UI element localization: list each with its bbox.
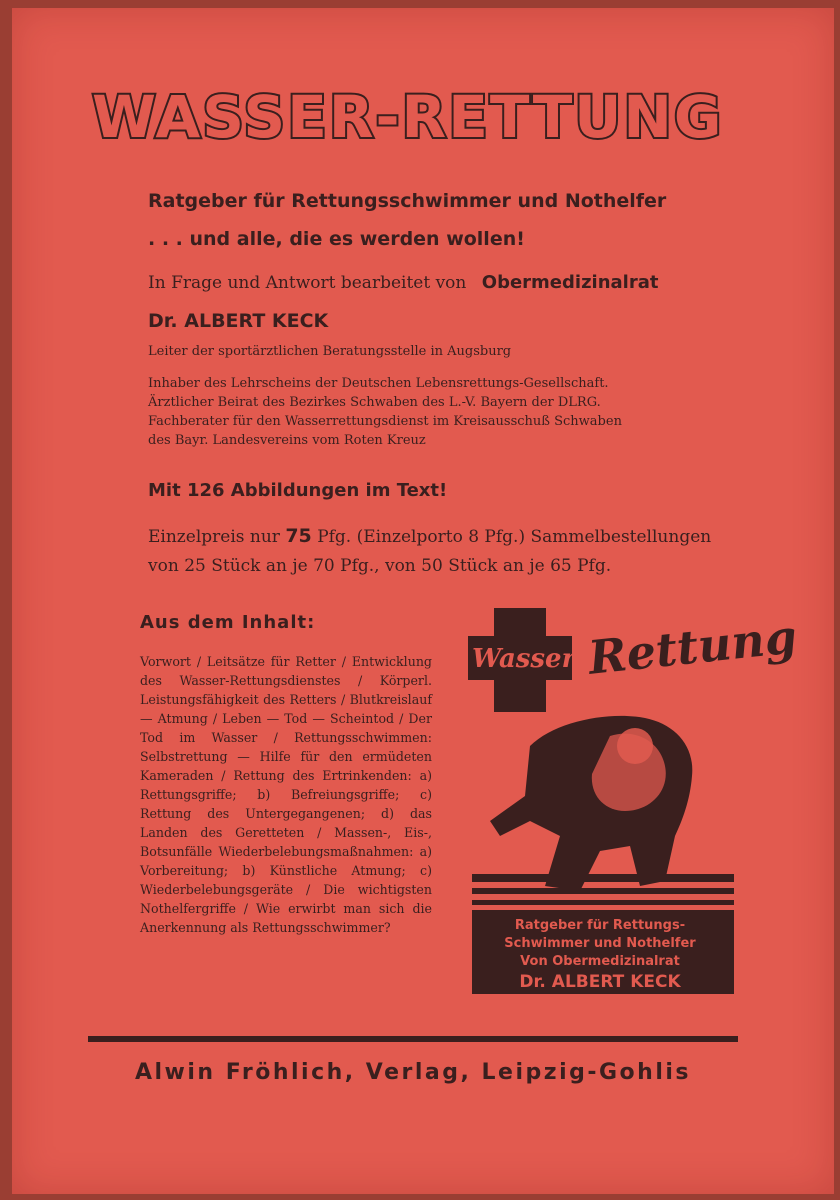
- water-waves: [472, 874, 734, 905]
- rescuer-figure: [490, 716, 692, 891]
- price-suffix: Pfg. (Einzelporto 8 Pfg.) Sammelbestellungen: [317, 527, 712, 547]
- cover-line-3: Von Obermedizinalrat: [520, 954, 680, 969]
- contents-text: Vorwort / Leitsätze für Retter / Entwicklung des Wasser-Rettungsdienstes / Körperl. Leistungsfähigkeit des Retters / Blutkreislauf — Atmung / Leben — Tod — Scheintod / Der Tod im Wasser / Rettungsschwimmen: Selbstrettung — Hilfe für den ermüdeten Kameraden / Rettung des Ertrinkenden: a) Rettungsgriffe; b) Befreiungsgriffe; c) Rettung des Untergegangenen; d) das Landen des Geretteten / Massen-, Eis-, Botsunfälle Wiederbelebungsmaßnahmen: a) Vorbereitung; b) Künstliche Atmung; c) Wiederbelebungsgeräte / Die wichtigsten Nothelfergriffe / Wie erwirbt man sich die Anerkennung als Rettungsschwimmer?: [140, 654, 432, 935]
- rescuer-head: [617, 728, 653, 764]
- price-line-1: [148, 525, 711, 547]
- contents-heading: Aus dem Inhalt:: [140, 612, 316, 633]
- author-line-5: des Bayr. Landesvereins vom Roten Kreuz: [148, 433, 426, 448]
- cover-logo-word-2: Rettung: [585, 609, 800, 685]
- author-intro-line: [148, 272, 748, 293]
- illustrations-note: Mit 126 Abbildungen im Text!: [148, 480, 448, 501]
- author-line-2: Inhaber des Lehrscheins der Deutschen Lebensrettungs-Gesellschaft.: [148, 376, 609, 391]
- main-title: WASSER-RETTUNG: [92, 83, 724, 151]
- author-line-1: Leiter der sportärztlichen Beratungsstelle in Augsburg: [148, 344, 512, 359]
- cover-line-1: Ratgeber für Rettungs-: [514, 918, 686, 933]
- author-intro: In Frage und Antwort bearbeitet von: [148, 273, 467, 293]
- publisher-imprint: Alwin Fröhlich, Verlag, Leipzig-Gohlis: [134, 1060, 691, 1085]
- price-prefix: Einzelpreis nur: [148, 527, 280, 547]
- subtitle-line-1: Ratgeber für Rettungsschwimmer und Nothelfer: [148, 190, 667, 212]
- author-line-4: Fachberater für den Wasserrettungsdienst im Kreisausschuß Schwaben: [148, 414, 622, 429]
- author-title: Obermedizinalrat: [481, 272, 659, 293]
- cover-logo-word-1: Wasser: [472, 644, 576, 674]
- subtitle-line-2: . . . und alle, die es werden wollen!: [148, 228, 525, 250]
- price-value: 75: [285, 525, 312, 547]
- author-name: Dr. ALBERT KECK: [148, 310, 329, 332]
- cover-line-4: Dr. ALBERT KECK: [519, 972, 681, 992]
- price-line-2: von 25 Stück an je 70 Pfg., von 50 Stück an je 65 Pfg.: [148, 556, 612, 576]
- author-line-3: Ärztlicher Beirat des Bezirkes Schwaben des L.-V. Bayern der DLRG.: [148, 395, 601, 410]
- cover-line-2: Schwimmer und Nothelfer: [504, 936, 696, 951]
- divider-rule: [88, 1036, 738, 1042]
